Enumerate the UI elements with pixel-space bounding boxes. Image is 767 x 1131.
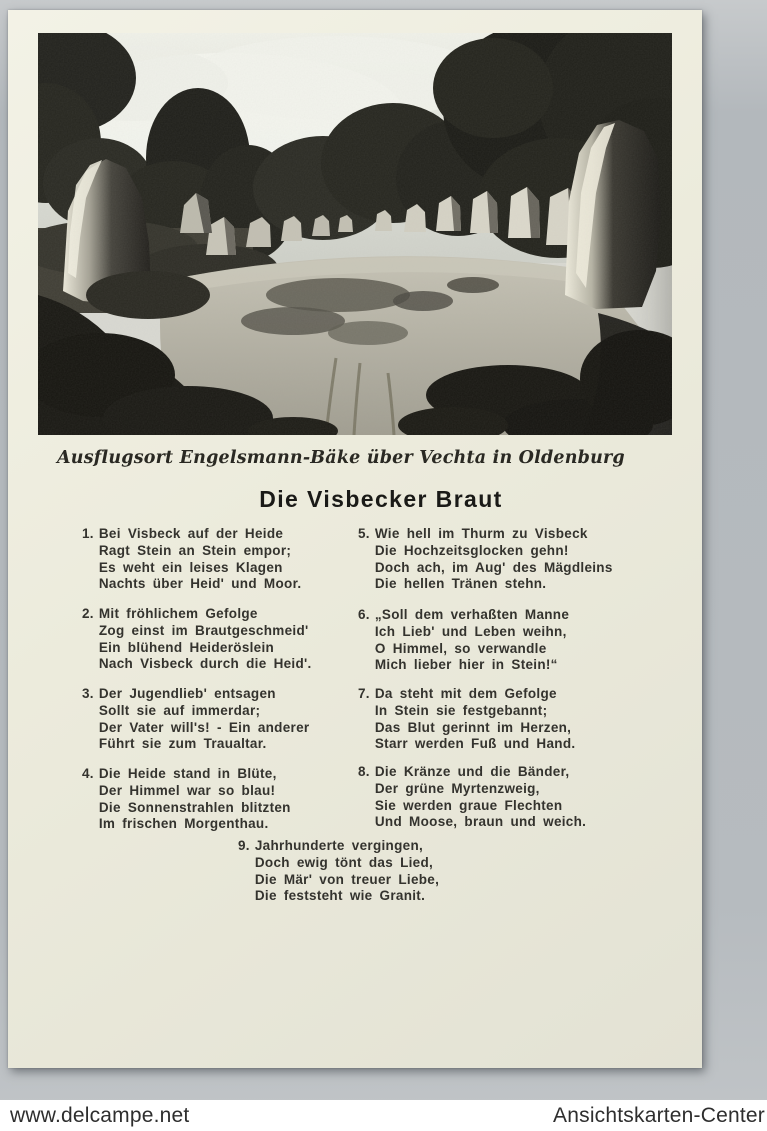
verse-line: Ragt Stein an Stein empor; [98, 542, 292, 558]
verse-line: Das Blut gerinnt im Herzen, [374, 719, 572, 735]
verse-number: 7. [358, 686, 370, 701]
verse-line: Ich Lieb' und Leben weihn, [374, 623, 567, 639]
poem-verse-7 [358, 686, 575, 753]
poem-verse-6 [358, 607, 569, 674]
verse-line: Sie werden graue Flechten [374, 797, 563, 813]
megalith-photo [38, 33, 672, 435]
verse-lines [99, 606, 312, 673]
verse-line: Zog einst im Brautgeschmeid' [98, 622, 309, 638]
verse-line: Die Hochzeitsglocken gehn! [374, 542, 569, 558]
verse-line: Doch ach, im Aug' des Mägdleins [374, 559, 613, 575]
film-grain [38, 33, 672, 435]
verse-line: Die Kränze und die Bänder, [374, 764, 570, 779]
verse-line: Mit fröhlichem Gefolge [98, 606, 258, 621]
poem-title: Die Visbecker Braut [259, 486, 503, 512]
verse-line: O Himmel, so verwandle [374, 640, 547, 656]
verse-line: Es weht ein leises Klagen [98, 559, 283, 575]
verse-line: Der Vater will's! - Ein anderer [98, 719, 310, 735]
verse-line: Der Jugendlieb' entsagen [98, 686, 276, 701]
verse-line: Sollt sie auf immerdar; [98, 702, 261, 718]
verse-line: Führt sie zum Traualtar. [98, 736, 267, 752]
verse-line: Starr werden Fuß und Hand. [374, 736, 576, 752]
verse-number: 9. [238, 838, 250, 853]
verse-lines [375, 526, 613, 593]
poem-verse-8 [358, 764, 586, 831]
verse-lines [255, 838, 439, 905]
watermark-ansichtskarten-center: Ansichtskarten-Center [553, 1104, 765, 1127]
poem-verse-4 [82, 766, 291, 833]
verse-line: Mich lieber hier in Stein!“ [374, 657, 558, 673]
megalith-photo-art [38, 33, 672, 435]
verse-lines [99, 766, 291, 833]
verse-line: Im frischen Morgenthau. [98, 816, 269, 832]
postcard [8, 10, 702, 1068]
verse-line: Doch ewig tönt das Lied, [254, 854, 434, 870]
poem-verse-2 [82, 606, 312, 673]
watermark-strip [0, 1100, 767, 1131]
verse-line: Und Moose, braun und weich. [374, 814, 587, 830]
verse-line: Bei Visbeck auf der Heide [98, 526, 284, 541]
verse-number: 5. [358, 526, 370, 541]
photo-caption: Ausflugsort Engelsmann-Bäke über Vechta in Oldenburg [57, 448, 625, 468]
verse-number: 1. [82, 526, 94, 541]
poem-verse-9 [238, 838, 439, 905]
verse-lines [99, 526, 302, 593]
verse-line: Die Heide stand in Blüte, [98, 766, 277, 781]
verse-line: „Soll dem verhaßten Manne [374, 607, 570, 622]
verse-line: Nachts über Heid' und Moor. [98, 576, 302, 592]
verse-line: Die hellen Tränen stehn. [374, 576, 547, 592]
verse-lines [375, 764, 586, 831]
verse-number: 8. [358, 764, 370, 779]
verse-lines [375, 607, 569, 674]
poem-verse-1 [82, 526, 301, 593]
verse-number: 4. [82, 766, 94, 781]
verse-number: 6. [358, 607, 370, 622]
verse-line: Nach Visbeck durch die Heid'. [98, 656, 312, 672]
verse-line: Da steht mit dem Gefolge [374, 686, 557, 701]
verse-line: Die Mär' von treuer Liebe, [254, 871, 440, 887]
watermark-delcampe: www.delcampe.net [10, 1104, 190, 1127]
verse-line: Wie hell im Thurm zu Visbeck [374, 526, 588, 541]
verse-line: Der grüne Myrtenzweig, [374, 780, 540, 796]
verse-number: 2. [82, 606, 94, 621]
verse-line: Die Sonnenstrahlen blitzten [98, 799, 291, 815]
poem-verse-5 [358, 526, 613, 593]
verse-line: Die feststeht wie Granit. [254, 888, 426, 904]
verse-line: Der Himmel war so blau! [98, 782, 276, 798]
verse-line: Jahrhunderte vergingen, [254, 838, 424, 853]
verse-lines [375, 686, 576, 753]
verse-number: 3. [82, 686, 94, 701]
poem-verse-3 [82, 686, 309, 753]
verse-line: In Stein sie festgebannt; [374, 702, 548, 718]
verse-line: Ein blühend Heideröslein [98, 639, 275, 655]
verse-lines [99, 686, 310, 753]
